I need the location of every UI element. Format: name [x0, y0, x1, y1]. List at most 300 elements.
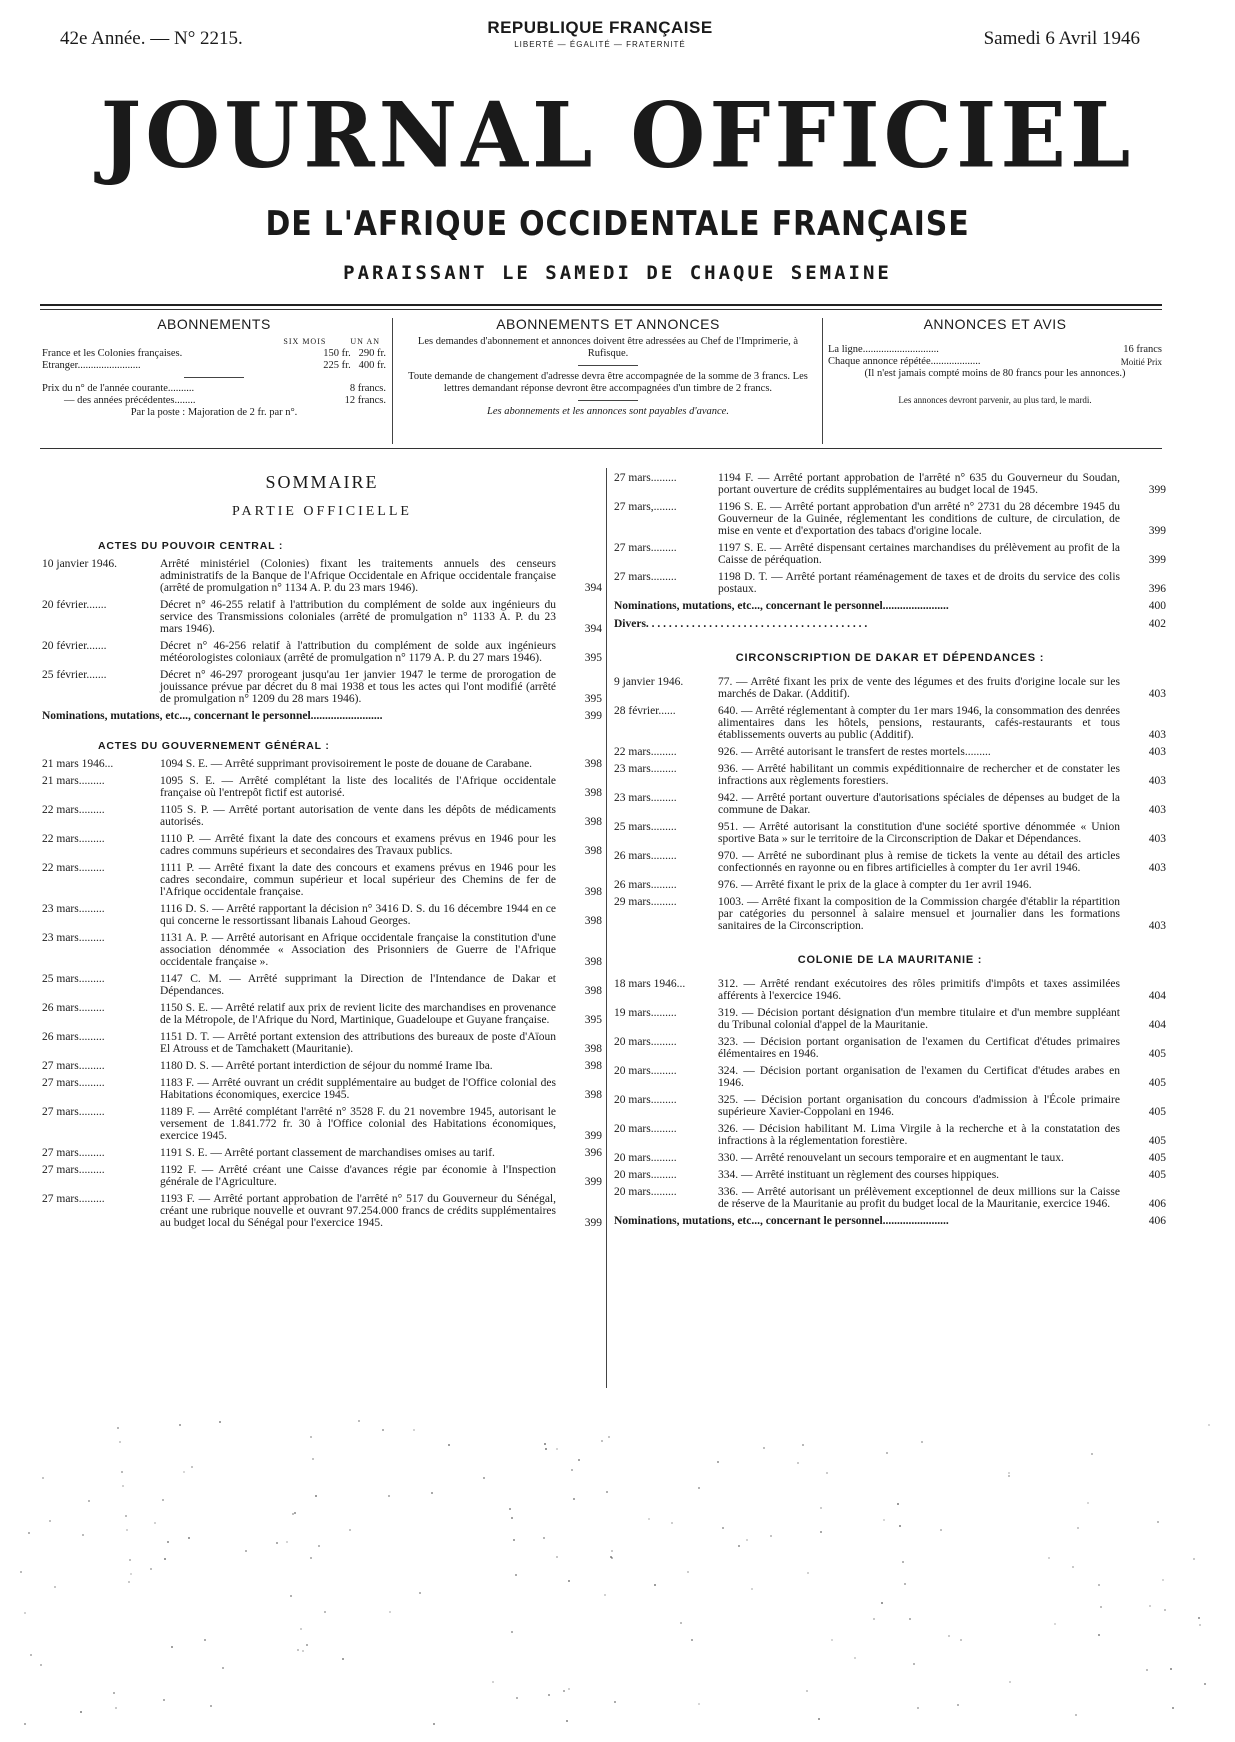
- entry-date: 22 mars.........: [42, 804, 105, 816]
- annonces-avis-box: [828, 318, 1162, 406]
- abonnements-title: ABONNEMENTS: [157, 316, 271, 332]
- sommaire-entry: [42, 903, 602, 927]
- entry-date: 28 février......: [614, 705, 676, 717]
- speckle: [1157, 1521, 1159, 1523]
- entry-date: 27 mars.........: [42, 1193, 105, 1205]
- sommaire-entry: [614, 1169, 1166, 1181]
- page-number: 398: [584, 886, 602, 898]
- speckle: [1170, 1668, 1172, 1670]
- nominations-label: Nominations, mutations, etc..., concernant le personnel.........................: [42, 710, 383, 722]
- entry-text: 1180 D. S. — Arrêté portant interdiction de séjour du nommé Irame Iba.: [160, 1060, 493, 1072]
- page-number: 399: [1148, 554, 1166, 566]
- abonnement-label: France et les Colonies françaises.: [42, 348, 183, 359]
- divider: [578, 365, 638, 366]
- annonces-paiement: Les abonnements et les annonces sont payables d'avance.: [487, 406, 729, 417]
- entry-date: 27 mars.........: [42, 1106, 105, 1118]
- entry-date: 27 mars.........: [42, 1077, 105, 1089]
- sommaire-entry: [614, 1065, 1166, 1089]
- entry-text: 336. — Arrêté autorisant un prélèvement exceptionnel de deux millions sur la Caisse de réserve de la Mauritanie au profit du budget local de la Mauritanie, exercice 1946.: [718, 1186, 1120, 1210]
- sommaire-entry: [42, 1147, 602, 1159]
- speckle: [324, 1611, 326, 1613]
- entry-date: 20 mars.........: [614, 1152, 677, 1164]
- entry-date: 22 mars.........: [614, 746, 677, 758]
- entry-text: 1003. — Arrêté fixant la composition de la Commission chargée d'établir la répartition par catégories du personnel à salaire mensuel et journalier dans les formations sanitaires de la Circonscription.: [718, 896, 1120, 932]
- speckle: [349, 1529, 351, 1531]
- sommaire-right-column: [614, 472, 1166, 1233]
- entry-date: 25 février.......: [42, 669, 107, 681]
- speckle: [179, 1424, 181, 1426]
- speckle: [310, 1436, 312, 1438]
- entry-text: 970. — Arrêté ne subordinant plus à remise de tickets la vente au détail des articles confectionnés en rayonne ou en fibres artificielles à compter du 1er avril 1946.: [718, 850, 1120, 874]
- sommaire-entry: [614, 792, 1166, 816]
- speckle: [606, 1491, 608, 1493]
- divers-row: [614, 618, 1166, 630]
- speckle: [826, 1472, 828, 1474]
- sommaire-entry: [614, 1186, 1166, 1210]
- pouvoir-central-list: [42, 558, 602, 705]
- speckle: [511, 1631, 513, 1633]
- speckle: [28, 1532, 30, 1534]
- speckle: [183, 1471, 185, 1473]
- ligne-label: La ligne.............................: [828, 344, 939, 355]
- speckle: [1077, 1527, 1079, 1529]
- republique-francaise: REPUBLIQUE FRANÇAISE: [487, 18, 713, 37]
- speckle: [1072, 1566, 1074, 1568]
- speckle: [88, 1500, 90, 1502]
- speckle: [571, 1469, 573, 1471]
- six-mois-header: SIX MOIS: [283, 337, 327, 346]
- entry-text: 926. — Arrêté autorisant le transfert de restes mortels.........: [718, 746, 991, 758]
- column-separator: [606, 468, 607, 1388]
- prix-precedentes-row: [42, 395, 386, 407]
- page-number: 405: [1148, 1152, 1166, 1164]
- sommaire-entry: [42, 1193, 602, 1229]
- repetee-label: Chaque annonce répétée...................: [828, 356, 981, 367]
- speckle: [513, 1539, 515, 1541]
- entry-date: 19 mars.........: [614, 1007, 677, 1019]
- entry-text: Décret n° 46-255 relatif à l'attribution du complément de solde aux ingénieurs du service des Transmissions coloniales (arrêté de promulgation n° 1133 A. P. du 23 mars 1946).: [160, 599, 556, 635]
- section-heading: COLONIE DE LA MAURITANIE :: [797, 954, 983, 966]
- entry-text: Décret n° 46-297 prorogeant jusqu'au 1er janvier 1947 le terme de prorogation de jouissance prévue par décret du 8 mai 1938 et tous les actes qui l'ont modifié (arrêté de promulgation n° 1209 du 28 mars 1946).: [160, 669, 556, 705]
- entry-text: 1147 C. M. — Arrêté supprimant la Direction de l'Intendance de Dakar et Dépendances.: [160, 973, 556, 997]
- speckle: [921, 1441, 923, 1443]
- prix-courante-label: Prix du n° de l'année courante..........: [42, 383, 195, 394]
- speckle: [1162, 1579, 1164, 1581]
- page-number: 394: [584, 582, 602, 594]
- abonnement-six: 150 fr.: [323, 348, 351, 359]
- page-number: 398: [584, 787, 602, 799]
- speckle: [578, 1459, 580, 1461]
- speckle: [1198, 1617, 1200, 1619]
- speckle: [1146, 1669, 1148, 1671]
- speckle: [1009, 1681, 1011, 1683]
- speckle: [691, 1639, 693, 1641]
- page-number: 399: [584, 710, 602, 722]
- sommaire-entry: [614, 896, 1166, 932]
- speckle: [382, 1429, 384, 1431]
- page-number: 395: [584, 693, 602, 705]
- nominations-row: [614, 600, 1166, 612]
- speckle: [167, 1541, 169, 1543]
- speckle: [940, 1529, 942, 1531]
- entry-text: 1189 F. — Arrêté complétant l'arrêté n° 3528 F. du 21 novembre 1945, autorisant le versement de 1.841.772 fr. 30 à l'Office colonial des Habitations économiques, exercice 1945.: [160, 1106, 556, 1142]
- speckle: [897, 1503, 899, 1505]
- avis-mardi: Les annonces devront parvenir, au plus tard, le mardi.: [898, 395, 1092, 405]
- speckle: [698, 1487, 700, 1489]
- page-number: 399: [1148, 484, 1166, 496]
- speckle: [608, 1436, 610, 1438]
- speckle: [290, 1595, 292, 1597]
- entry-date: 23 mars.........: [42, 903, 105, 915]
- speckle: [448, 1444, 450, 1446]
- boxes-rule: [40, 448, 1162, 449]
- speckle: [722, 1527, 724, 1529]
- entry-text: 1197 S. E. — Arrêté dispensant certaines marchandises du prélèvement au profit de la Caisse de péréquation.: [718, 542, 1120, 566]
- speckle: [1204, 1683, 1206, 1685]
- speckle: [297, 1649, 299, 1651]
- speckle: [40, 1664, 42, 1666]
- page-number: 403: [1148, 920, 1166, 932]
- page-number: 398: [584, 985, 602, 997]
- speckle: [125, 1515, 127, 1517]
- entry-text: 330. — Arrêté renouvelant un secours temporaire et en augmentant le taux.: [718, 1152, 1064, 1164]
- speckle: [1098, 1584, 1100, 1586]
- speckle: [948, 1635, 950, 1637]
- page-number: 398: [584, 845, 602, 857]
- entry-text: 334. — Arrêté instituant un règlement des courses hippiques.: [718, 1169, 1000, 1181]
- abonnements-annonces-box: [398, 318, 818, 418]
- entry-date: 9 janvier 1946.: [614, 676, 684, 688]
- page-number: 398: [584, 956, 602, 968]
- entry-date: 20 mars.........: [614, 1186, 677, 1198]
- entry-date: 23 mars.........: [614, 792, 677, 804]
- speckle: [611, 1550, 613, 1552]
- page-number: 403: [1148, 804, 1166, 816]
- speckle: [614, 1701, 616, 1703]
- sommaire-entry: [614, 1094, 1166, 1118]
- abonnement-label: Etranger........................: [42, 360, 141, 371]
- speckle: [310, 1557, 312, 1559]
- speckle: [797, 1462, 799, 1464]
- speckle: [276, 1542, 278, 1544]
- entry-text: Décret n° 46-256 relatif à l'attribution du complément de solde aux ingénieurs météorologistes coloniaux (arrêté de promulgation n° 1179 A. P. du 27 mars 1946).: [160, 640, 556, 664]
- speckle: [957, 1704, 959, 1706]
- page-number: 399: [1148, 525, 1166, 537]
- sommaire-title: SOMMAIRE: [265, 472, 379, 492]
- speckle: [1199, 1624, 1201, 1626]
- entry-text: 325. — Décision portant organisation du concours d'admission à l'École primaire supérieure Xavier-Coppolani en 1946.: [718, 1094, 1120, 1118]
- page-number: 399: [584, 1130, 602, 1142]
- entry-text: 326. — Décision habilitant M. Lima Virgile à la recherche et à la constatation des infractions à la réglementation forestière.: [718, 1123, 1120, 1147]
- dakar-list: [614, 676, 1166, 932]
- speckle: [162, 1499, 164, 1501]
- speckle: [121, 1471, 123, 1473]
- speckle: [483, 1477, 485, 1479]
- speckle: [431, 1492, 433, 1494]
- speckle: [30, 1654, 32, 1656]
- speckle: [515, 1574, 517, 1576]
- page-number: 398: [584, 816, 602, 828]
- republique-block: [60, 18, 1140, 49]
- speckle: [770, 1535, 772, 1537]
- entry-text: 324. — Décision portant organisation de l'examen du Certificat d'études arabes en 1946.: [718, 1065, 1120, 1089]
- entry-text: Arrêté ministériel (Colonies) fixant les traitements annuels des censeurs administratifs de la Banque de l'Afrique Occidentale en Afrique occidentale française (arrêté de promulgation n° 1134 A. P. du 23 mars 1946).: [160, 558, 556, 594]
- speckle: [42, 1477, 44, 1479]
- speckle: [312, 1458, 314, 1460]
- sommaire-entry: [614, 1007, 1166, 1031]
- entry-date: 26 mars.........: [614, 850, 677, 862]
- ligne-value: 16 francs: [1123, 344, 1162, 355]
- speckle: [568, 1580, 570, 1582]
- entry-text: 1191 S. E. — Arrêté portant classement de marchandises omises au tarif.: [160, 1147, 495, 1159]
- speckle: [601, 1440, 603, 1442]
- speckle: [545, 1448, 547, 1450]
- entry-date: 23 mars.........: [42, 932, 105, 944]
- entry-date: 18 mars 1946...: [614, 978, 686, 990]
- entry-date: 29 mars.........: [614, 896, 677, 908]
- speckle: [680, 1622, 682, 1624]
- entry-date: 23 mars.........: [614, 763, 677, 775]
- speckle: [219, 1421, 221, 1423]
- speckle: [302, 1650, 304, 1652]
- sommaire-entry: [42, 804, 602, 828]
- page-number: 396: [1148, 583, 1166, 595]
- speckle: [611, 1557, 613, 1559]
- gouvernement-general-continued-list: [614, 472, 1166, 595]
- speckle: [54, 1586, 56, 1588]
- entry-date: 20 mars.........: [614, 1094, 677, 1106]
- speckle: [746, 1539, 748, 1541]
- entry-text: 942. — Arrêté portant ouverture d'autorisations spéciales de dépenses au budget de la commune de Dakar.: [718, 792, 1120, 816]
- divers-label: Divers. . . . . . . . . . . . . . . . . . . . . . . . . . . . . . . . . . . . . . .: [614, 618, 868, 630]
- speckle: [318, 1545, 320, 1547]
- nominations-label: Nominations, mutations, etc..., concernant le personnel.......................: [614, 600, 949, 612]
- devise: LIBERTÉ — ÉGALITÉ — FRATERNITÉ: [514, 40, 686, 49]
- speckle: [1149, 1605, 1151, 1607]
- speckle: [171, 1646, 173, 1648]
- speckle: [245, 1550, 247, 1552]
- prix-courante-row: [42, 383, 386, 395]
- speckle: [24, 1612, 26, 1614]
- annonces-adresse: Les demandes d'abonnement et annonces doivent être adressées au Chef de l'Imprimerie, à Rufisque.: [417, 336, 799, 359]
- speckle: [831, 1639, 833, 1641]
- annonces-avis-title: ANNONCES ET AVIS: [923, 316, 1067, 332]
- nominations-row: [614, 1215, 1166, 1227]
- speckle: [802, 1444, 804, 1446]
- speckle: [358, 1420, 360, 1422]
- speckle: [544, 1443, 546, 1445]
- page-number: 405: [1148, 1048, 1166, 1060]
- speckle: [1172, 1707, 1174, 1709]
- entry-date: 27 mars.........: [42, 1147, 105, 1159]
- partie-officielle-title: PARTIE OFFICIELLE: [232, 504, 412, 519]
- prix-precedentes-value: 12 francs.: [344, 395, 386, 406]
- entry-text: 1151 D. T. — Arrêté portant extension des attributions des bureaux de poste d'Aïoun El Atrouss et de Tamchakett (Mauritanie).: [160, 1031, 556, 1055]
- speckle: [960, 1639, 962, 1641]
- page-number: 403: [1148, 833, 1166, 845]
- sommaire-entry: [614, 542, 1166, 566]
- speckle: [164, 1558, 166, 1560]
- speckle: [222, 1667, 224, 1669]
- speckle: [509, 1508, 511, 1510]
- entry-text: 319. — Décision portant désignation d'un membre titulaire et d'un membre suppléant du Tribunal colonial d'appel de la Mauritanie.: [718, 1007, 1120, 1031]
- page-number: 403: [1148, 862, 1166, 874]
- page-number: 403: [1148, 775, 1166, 787]
- entry-date: 27 mars,........: [614, 501, 677, 513]
- page-number: 398: [584, 1060, 602, 1072]
- ligne-row: [828, 344, 1162, 356]
- entry-date: 10 janvier 1946.: [42, 558, 118, 570]
- speckle: [20, 1571, 22, 1573]
- annonces-changement: Toute demande de changement d'adresse devra être accompagnée de la somme de 3 francs. Les lettres demandant réponse devront être accompagnées d'un timbre de 2 francs.: [408, 371, 808, 394]
- speckle: [1100, 1606, 1102, 1608]
- entry-date: 22 mars.........: [42, 833, 105, 845]
- box-separator: [822, 318, 823, 444]
- abonnements-box: [42, 318, 386, 419]
- sommaire-left-column: [42, 470, 602, 1234]
- entry-date: 20 mars.........: [614, 1065, 677, 1077]
- sommaire-entry: [614, 879, 1166, 891]
- header-rule-top: [40, 304, 1162, 306]
- sommaire-entry: [42, 1164, 602, 1188]
- mauritanie-list: [614, 978, 1166, 1210]
- page-number: 400: [1148, 600, 1166, 612]
- entry-date: 26 mars.........: [614, 879, 677, 891]
- speckle: [1091, 1453, 1093, 1455]
- entry-date: 27 mars.........: [42, 1060, 105, 1072]
- page-number: 405: [1148, 1077, 1166, 1089]
- entry-text: 1110 P. — Arrêté fixant la date des concours et examens prévus en 1946 pour les cadres communs supérieurs et secondaires des Travaux publics.: [160, 833, 556, 857]
- entry-date: 27 mars.........: [614, 472, 677, 484]
- page-number: 398: [584, 915, 602, 927]
- sommaire-entry: [42, 1060, 602, 1072]
- speckle: [573, 1498, 575, 1500]
- speckle: [881, 1602, 883, 1604]
- speckle: [913, 1663, 915, 1665]
- sommaire-entry: [614, 676, 1166, 700]
- entry-date: 26 mars.........: [42, 1002, 105, 1014]
- entry-date: 27 mars.........: [614, 571, 677, 583]
- journal-title: JOURNAL OFFICIEL: [100, 82, 1135, 189]
- sommaire-entry: [614, 501, 1166, 537]
- sommaire-entry: [614, 821, 1166, 845]
- entry-text: 1111 P. — Arrêté fixant la date des concours et examens prévus en 1946 pour les cadres secondaire, commun supérieur et local supérieur des Chemins de fer de l'Afrique occidentale française.: [160, 862, 556, 898]
- page-number: 406: [1148, 1198, 1166, 1210]
- speckle: [654, 1584, 656, 1586]
- page-number: 396: [584, 1147, 602, 1159]
- entry-date: 20 février.......: [42, 599, 107, 611]
- sommaire-entry: [614, 472, 1166, 496]
- speckle: [818, 1718, 820, 1720]
- section-heading: ACTES DU GOUVERNEMENT GÉNÉRAL :: [98, 740, 330, 752]
- speckle: [904, 1583, 906, 1585]
- speckle: [511, 1517, 513, 1519]
- section-heading: ACTES DU POUVOIR CENTRAL :: [98, 540, 284, 552]
- speckle: [300, 1628, 302, 1630]
- page-number: 405: [1148, 1169, 1166, 1181]
- entry-text: 1196 S. E. — Arrêté portant approbation d'un arrêté n° 2731 du 28 décembre 1945 du Gouverneur de la Guinée, réglementant les conditions de culture, de circulation, de mise en vente et d'exportation des tabacs d'origine locale.: [718, 501, 1120, 537]
- speckle: [433, 1723, 435, 1725]
- speckle: [1208, 1424, 1210, 1426]
- speckle: [122, 1485, 124, 1487]
- speckle: [1008, 1472, 1010, 1474]
- speckle: [917, 1707, 919, 1709]
- speckle: [130, 1573, 132, 1575]
- abonnements-annonces-title: ABONNEMENTS ET ANNONCES: [496, 316, 720, 332]
- entry-text: 1198 D. T. — Arrêté portant réaménagement de taxes et de droits du service des colis postaux.: [718, 571, 1120, 595]
- entry-date: 21 mars.........: [42, 775, 105, 787]
- sommaire-entry: [42, 758, 602, 770]
- page-number: 394: [584, 623, 602, 635]
- section-heading: CIRCONSCRIPTION DE DAKAR ET DÉPENDANCES :: [735, 652, 1045, 664]
- parution-line: PARAISSANT LE SAMEDI DE CHAQUE SEMAINE: [343, 262, 892, 284]
- abonnement-row: [42, 348, 386, 360]
- poste-majoration: Par la poste : Majoration de 2 fr. par n°.: [130, 407, 298, 418]
- entry-text: 1193 F. — Arrêté portant approbation de l'arrêté n° 517 du Gouverneur du Sénégal, créant une rubrique nouvelle et ouvrant 97.254.000 francs de crédits supplémentaires au budget local du Sénégal pour l'exercice 1945.: [160, 1193, 556, 1229]
- speckle: [806, 1690, 808, 1692]
- sommaire-entry: [42, 1106, 602, 1142]
- gouvernement-general-list: [42, 758, 602, 1229]
- entry-date: 27 mars.........: [42, 1164, 105, 1176]
- nominations-label: Nominations, mutations, etc..., concernant le personnel.......................: [614, 1215, 949, 1227]
- page-number: 405: [1148, 1135, 1166, 1147]
- speckle: [119, 1441, 121, 1443]
- page-number: 399: [584, 1176, 602, 1188]
- entry-text: 1194 F. — Arrêté portant approbation de l'arrêté n° 635 du Gouverneur du Soudan, portant ouverture de crédits supplémentaires au budget local de 1945.: [718, 472, 1120, 496]
- speckle: [873, 1618, 875, 1620]
- prix-courante-value: 8 francs.: [349, 383, 386, 394]
- entry-date: 20 mars.........: [614, 1169, 677, 1181]
- speckle: [698, 1703, 700, 1705]
- speckle: [909, 1618, 911, 1620]
- sommaire-entry: [42, 1031, 602, 1055]
- entry-text: 77. — Arrêté fixant les prix de vente des légumes et des fruits d'origine locale sur les marchés de Dakar. (Additif).: [718, 676, 1120, 700]
- speckle: [294, 1512, 296, 1514]
- speckle: [1048, 1557, 1050, 1559]
- masthead-top-line: [60, 18, 1140, 58]
- page-number: 402: [1148, 618, 1166, 630]
- entry-date: 25 mars.........: [42, 973, 105, 985]
- speckle: [82, 1534, 84, 1536]
- speckle: [671, 1522, 673, 1524]
- entry-text: 1105 S. P. — Arrêté portant autorisation de vente dans les dépôts de médicaments autorisés.: [160, 804, 556, 828]
- speckle: [191, 1466, 193, 1468]
- entry-date: 20 mars.........: [614, 1036, 677, 1048]
- page-number: 395: [584, 1014, 602, 1026]
- speckle: [80, 1711, 82, 1713]
- speckle: [763, 1447, 765, 1449]
- journal-subtitle: DE L'AFRIQUE OCCIDENTALE FRANÇAISE: [265, 204, 970, 244]
- speckle: [49, 1520, 51, 1522]
- speckle: [1008, 1475, 1010, 1477]
- entry-text: 1095 S. E. — Arrêté complétant la liste des localités de l'Afrique occidentale française où l'entrepôt fictif est autorisé.: [160, 775, 556, 799]
- entry-text: 312. — Arrêté rendant exécutoires des rôles primitifs d'impôts et taxes assimilées afférents à l'exercice 1946.: [718, 978, 1120, 1002]
- speckle: [807, 1572, 809, 1574]
- sommaire-entry: [42, 973, 602, 997]
- speckle: [820, 1507, 822, 1509]
- speckle: [902, 1561, 904, 1563]
- abonnement-an: 290 fr.: [358, 348, 386, 359]
- repetee-value: Moitié Prix: [1120, 357, 1162, 367]
- speckle: [556, 1448, 558, 1450]
- entry-date: 26 mars.........: [42, 1031, 105, 1043]
- page-number: 398: [584, 1089, 602, 1101]
- page-number: 403: [1148, 688, 1166, 700]
- speckle: [129, 1559, 131, 1561]
- speckle: [1164, 1609, 1166, 1611]
- page-number: 404: [1148, 1019, 1166, 1031]
- speckle: [738, 1545, 740, 1547]
